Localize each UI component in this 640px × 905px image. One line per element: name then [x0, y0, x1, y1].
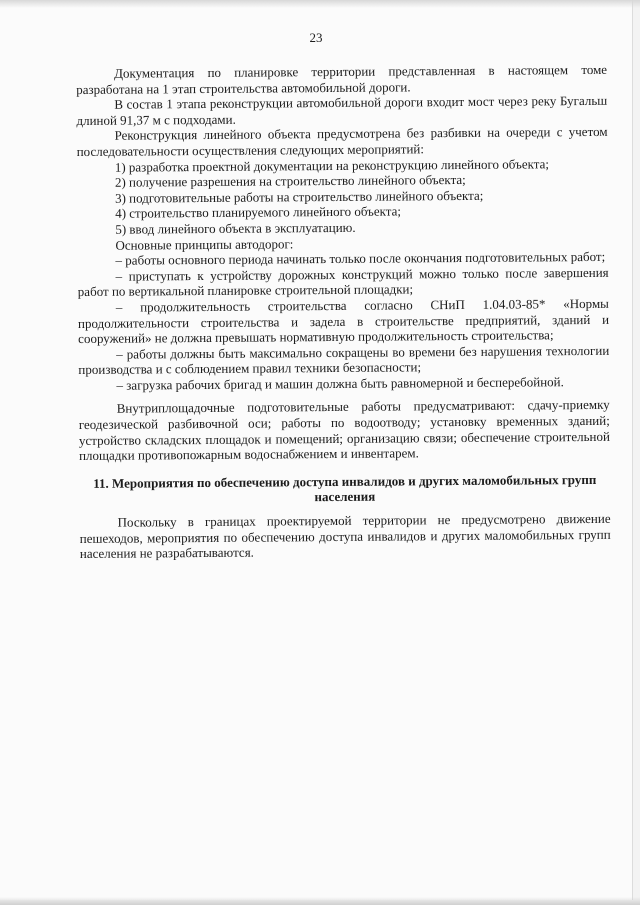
- step-item: 3) подготовительные работы на строительство линейного объекта;: [114, 187, 484, 206]
- principles-title: Основные принципы автодорог:: [115, 235, 294, 253]
- principle-item: – загрузка рабочих бригад и машин должна быть равномерной и бесперебойной.: [116, 374, 564, 393]
- principle-item: – продолжительность строительства согласно СНиП 1.04.03-85* «Нормы продолжительности строительства и задела в строительстве предприятий, зданий и сооружений» не должна превышать нормативную продолжительность строительства;: [77, 295, 610, 347]
- paragraph-reconstruction: Реконструкция линейного объекта предусмотрена без разбивки на очереди с учетом последовательности осуществления следующих мероприятий:: [76, 124, 608, 159]
- principle-item: – работы основного периода начинать только после окончания подготовительных работ;: [115, 248, 606, 268]
- scan-edge-top: [0, 0, 640, 8]
- page-number: 23: [309, 30, 323, 45]
- step-item: 1) разработка проектной документации на реконструкцию линейного объекта;: [114, 155, 549, 175]
- paragraph-accessibility: Поскольку в границах проектируемой территории не предусмотрено движение пешеходов, мероприятия по обеспечению доступа инвалидов и других маломобильных групп населения не разрабатываются.: [79, 510, 611, 562]
- step-item: 2) получение разрешения на строительство линейного объекта;: [114, 172, 466, 190]
- section-heading: 11. Мероприятия по обеспечению доступа инвалидов и других маломобильных групп населения: [93, 471, 597, 505]
- step-item: 5) ввод линейного объекта в эксплуатацию.: [115, 219, 356, 237]
- principle-item: – работы должны быть максимально сокращены во времени без нарушения технологии производства и с соблюдением правил техники безопасности;: [78, 342, 610, 378]
- paragraph-stage-composition: В состав 1 этапа реконструкции автомобильной дороги входит мост через реку Бугальш длиной 91,37 м с подходами.: [76, 93, 608, 128]
- paragraph-preparatory-works: Внутриплощадочные подготовительные работы предусматривают: сдачу-приемку геодезической разбивочной оси; работы по водоотводу; установку временных зданий; устройство складских площадок и помещений; организацию связи; обеспечение строительной площадки противопожарным водоснабжением и инвентарем.: [78, 397, 610, 464]
- scan-edge-bottom: [0, 897, 640, 905]
- step-item: 4) строительство планируемого линейного объекта;: [115, 203, 402, 222]
- page-body: [76, 62, 611, 562]
- principle-item: – приступать к устройству дорожных конструкций можно только после завершения работ по вертикальной планировке строительной площадки;: [77, 264, 609, 300]
- paragraph-documentation: Документация по планировке территории представленная в настоящем томе разработана на 1 этап строительства автомобильной дороги.: [76, 61, 608, 97]
